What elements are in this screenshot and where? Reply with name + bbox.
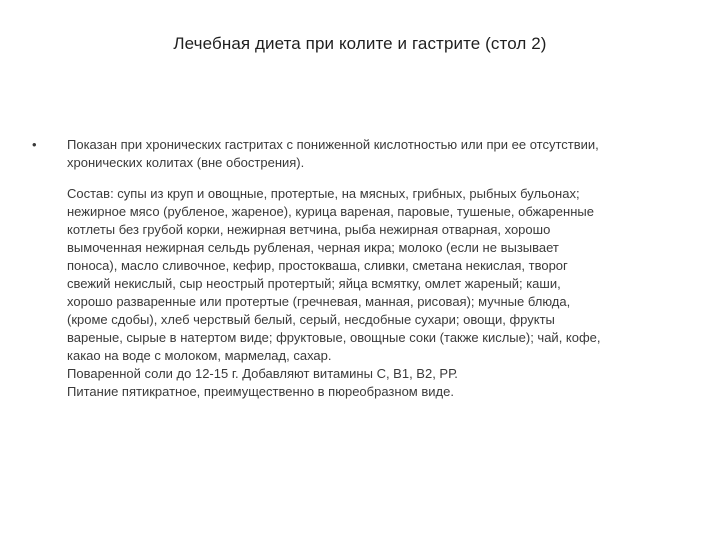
composition-line: свежий некислый, сыр неострый протертый; яйца всмятку, омлет жареный; каши, — [67, 276, 561, 291]
composition-line: (кроме сдобы), хлеб черствый белый, серый, несдобные сухари; овощи, фрукты — [67, 312, 555, 327]
composition-line: Состав: супы из круп и овощные, протертые, на мясных, грибных, рыбных бульонах; — [67, 186, 580, 201]
composition-line: нежирное мясо (рубленое, жареное), курица вареная, паровые, тушеные, обжаренные — [67, 204, 594, 219]
bullet-icon: • — [32, 137, 37, 152]
composition-line: вареные, сырые в натертом виде; фруктовые, овощные соки (также кислые); чай, кофе, — [67, 330, 601, 345]
intro-paragraph — [67, 136, 690, 172]
slide-title: Лечебная диета при колите и гастрите (стол 2) — [173, 34, 547, 53]
paragraph-spacer — [67, 172, 690, 185]
salt-line: Поваренной соли до 12-15 г. Добавляют витамины С, В1, В2, РР. — [67, 366, 458, 381]
composition-line: какао на воде с молоком, мармелад, сахар. — [67, 348, 332, 363]
intro-line: Показан при хронических гастритах с пониженной кислотностью или при ее отсутствии, — [67, 137, 599, 152]
composition-paragraph — [67, 185, 690, 401]
composition-line: вымоченная нежирная сельдь рубленая, черная икра; молоко (если не вызывает — [67, 240, 559, 255]
composition-line: поноса), масло сливочное, кефир, простокваша, сливки, сметана некислая, творог — [67, 258, 568, 273]
meal-schedule-line: Питание пятикратное, преимущественно в пюреобразном виде. — [67, 384, 454, 399]
slide-body — [30, 136, 690, 401]
composition-line: котлеты без грубой корки, нежирная ветчина, рыба нежирная отварная, хорошо — [67, 222, 551, 237]
intro-line: хронических колитах (вне обострения). — [67, 155, 305, 170]
bullet-item — [30, 136, 690, 401]
composition-line: хорошо разваренные или протертые (гречневая, манная, рисовая); мучные блюда, — [67, 294, 571, 309]
